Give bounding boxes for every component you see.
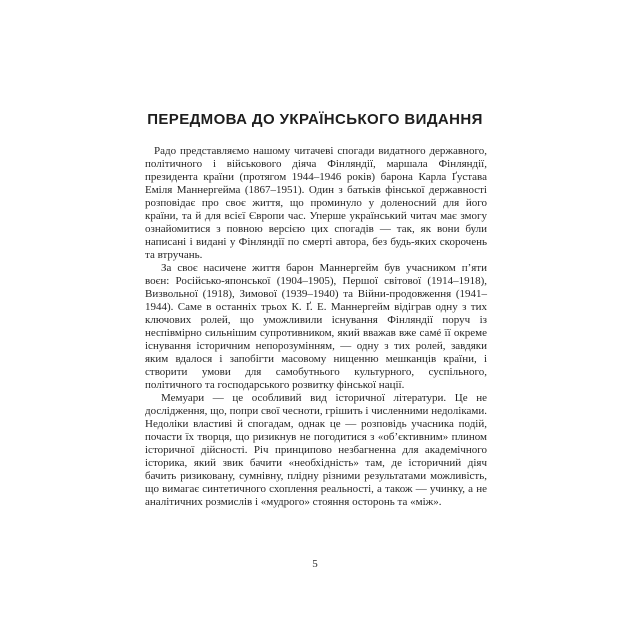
paragraph: За своє насичене життя барон Маннергейм був учасником п’яти воєн: Російсько-японської (1904–1905), Першої світової (1914–1918), Визвольної (1918), Зимової (1939–1940) та Війни-продовження (1941–1944). Саме в останніх трьох К. Ґ. Е. Маннергейм відіграв одну з тих ключових ролей, що уможливили існування Фінляндії поруч із неспівмірно сильнішим супротивником, який вважав вже самé її окреме існування історичним непорозумінням, — одну з тих ролей, завдяки яким вдалося і запобігти масовому нищенню мешканців країни, і створити умови для самобутнього культурного, суспільного, політичного та господарського розвитку фінської нації. [145, 262, 487, 391]
paragraph: Радо представляємо нашому читачеві спогади видатного державного, політичного і військового діяча Фінляндії, маршала Фінляндії, президента країни (протягом 1944–1946 років) барона Карла Ґустава Еміля Маннергейма (1867–1951). Один з батьків фінської державності розповідає про своє життя, що проминуло у доленосний для його країни, та й для всієї Європи час. Уперше український читач має змогу ознайомитися з повною версією цих спогадів — так, як вони були написані і видані у Фінляндії по смерті автора, без будь-яких скорочень та втручань. [145, 145, 487, 261]
body-text [145, 145, 487, 509]
chapter-title: ПЕРЕДМОВА ДО УКРАЇНСЬКОГО ВИДАННЯ [147, 111, 483, 128]
page-number: 5 [312, 558, 318, 570]
paragraph: Мемуари — це особливий вид історичної літератури. Це не дослідження, що, попри свої чесноти, грішить і численними недоліками. Недоліки властиві й спогадам, однак це — розповідь учасника подій, почасти їх творця, що ризикнув не погодитися з «об’єктивним» плином історичної дійсності. Річ принципово незбагненна для академічного історика, який звик бачити «необхідність» там, де історичний діяч бачить ризиковану, сумнівну, плідну різними результатами можливість, що вимагає синтетичного схоплення реальності, а також — учинку, а не аналітичних розмислів і «мудрого» стояння осторонь та «між». [145, 392, 487, 508]
